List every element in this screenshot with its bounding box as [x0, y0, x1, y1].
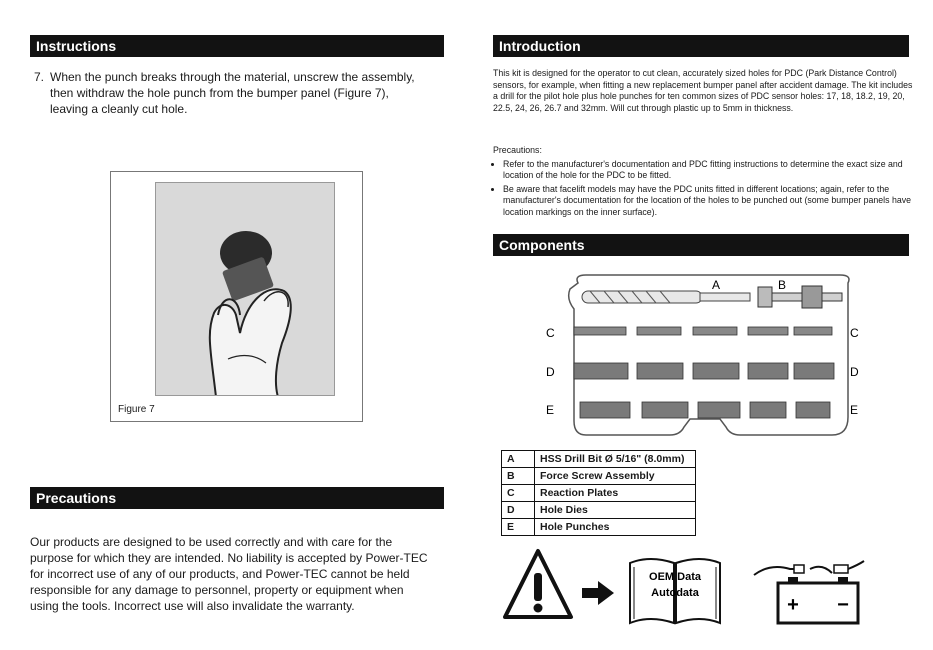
instructions-title: Instructions: [36, 38, 117, 54]
battery-minus: −: [837, 594, 849, 616]
legend-label: Reaction Plates: [535, 485, 696, 502]
figure-photo: [155, 182, 335, 396]
manual-book-icon: [624, 553, 726, 627]
label-b: B: [778, 278, 787, 292]
intro-text: This kit is designed for the operator to cut clean, accurately sized holes for PDC (Park Distance Control) sensors, for example, when fitting a new replacement bumper panel after accident damage. The kit includes a drill for the pilot hole plus hole punches for ten common sizes of PDC sensor holes: 17, 18, 18.2, 19, 20, 22.5, 24, 26, 26.7 and 32mm. Will cut through plastic up to 5mm in thickness.: [493, 68, 913, 113]
components-diagram: [540, 269, 867, 447]
introduction-header: [493, 35, 909, 57]
legend-row: [502, 502, 696, 519]
legend-row: [502, 519, 696, 536]
precautions-label: Precautions:: [493, 145, 542, 155]
legend-label: Hole Dies: [535, 502, 696, 519]
components-header: [493, 234, 909, 256]
arrow-right-icon: [580, 580, 616, 606]
legend-row: [502, 451, 696, 468]
battery-disconnect-icon: [750, 555, 866, 627]
label-c-right: C: [850, 326, 859, 340]
legend-key: D: [502, 502, 535, 519]
precautions-header: [30, 487, 444, 509]
label-d-left: D: [546, 365, 555, 379]
step-text: When the punch breaks through the material, unscrew the assembly, then withdraw the hole punch from the bumper panel (Figure 7), leaving a cleanly cut hole.: [50, 70, 415, 116]
legend-key: C: [502, 485, 535, 502]
label-e-right: E: [850, 403, 859, 417]
precaution-bullet: • Refer to the manufacturer's documentation and PDC fitting instructions to determine the exact size and location of the hole for the PDC to be fitted.: [503, 159, 913, 182]
legend-label: Hole Punches: [535, 519, 696, 536]
legend-row: [502, 468, 696, 485]
hand-holding-punch-illustration: [156, 183, 335, 396]
step-number: 7.: [34, 70, 45, 84]
legend-key: A: [502, 451, 535, 468]
precautions-text: Our products are designed to be used correctly and with care for the purpose for which they are intended. No liability is accepted by Power-TEC for incorrect use of any of our products, and Power-TEC cannot be held responsible for any damage to personnel, property or equipment when using the tools. Incorrect use will also invalidate the warranty.: [30, 535, 428, 613]
precautions-list-block: [493, 145, 913, 220]
instruction-step: [34, 69, 429, 117]
legend-row: [502, 485, 696, 502]
precautions-title: Precautions: [36, 490, 117, 506]
legend-label: HSS Drill Bit Ø 5/16" (8.0mm): [535, 451, 696, 468]
legend-key: B: [502, 468, 535, 485]
introduction-title: Introduction: [499, 38, 581, 54]
precautions-list: [493, 159, 913, 219]
book-line1: OEM Data: [649, 571, 701, 583]
label-d-right: D: [850, 365, 859, 379]
components-title: Components: [499, 237, 585, 253]
figure-7: [110, 171, 363, 422]
warning-icon: [502, 547, 574, 621]
book-line2: Autodata: [651, 587, 699, 599]
label-c-left: C: [546, 326, 555, 340]
instructions-header: [30, 35, 444, 57]
label-e-left: E: [546, 403, 555, 417]
legend-key: E: [502, 519, 535, 536]
label-a: A: [712, 278, 721, 292]
precaution-bullet: • Be aware that facelift models may have the PDC units fitted in different locations; again, refer to the manufacturer's documentation for the location of the holes to be punched out (some bumper panels have location markings on the inner surface).: [503, 184, 913, 219]
components-legend: [501, 450, 696, 536]
legend-label: Force Screw Assembly: [535, 468, 696, 485]
battery-plus: +: [787, 594, 799, 616]
figure-caption: Figure 7: [118, 404, 155, 415]
